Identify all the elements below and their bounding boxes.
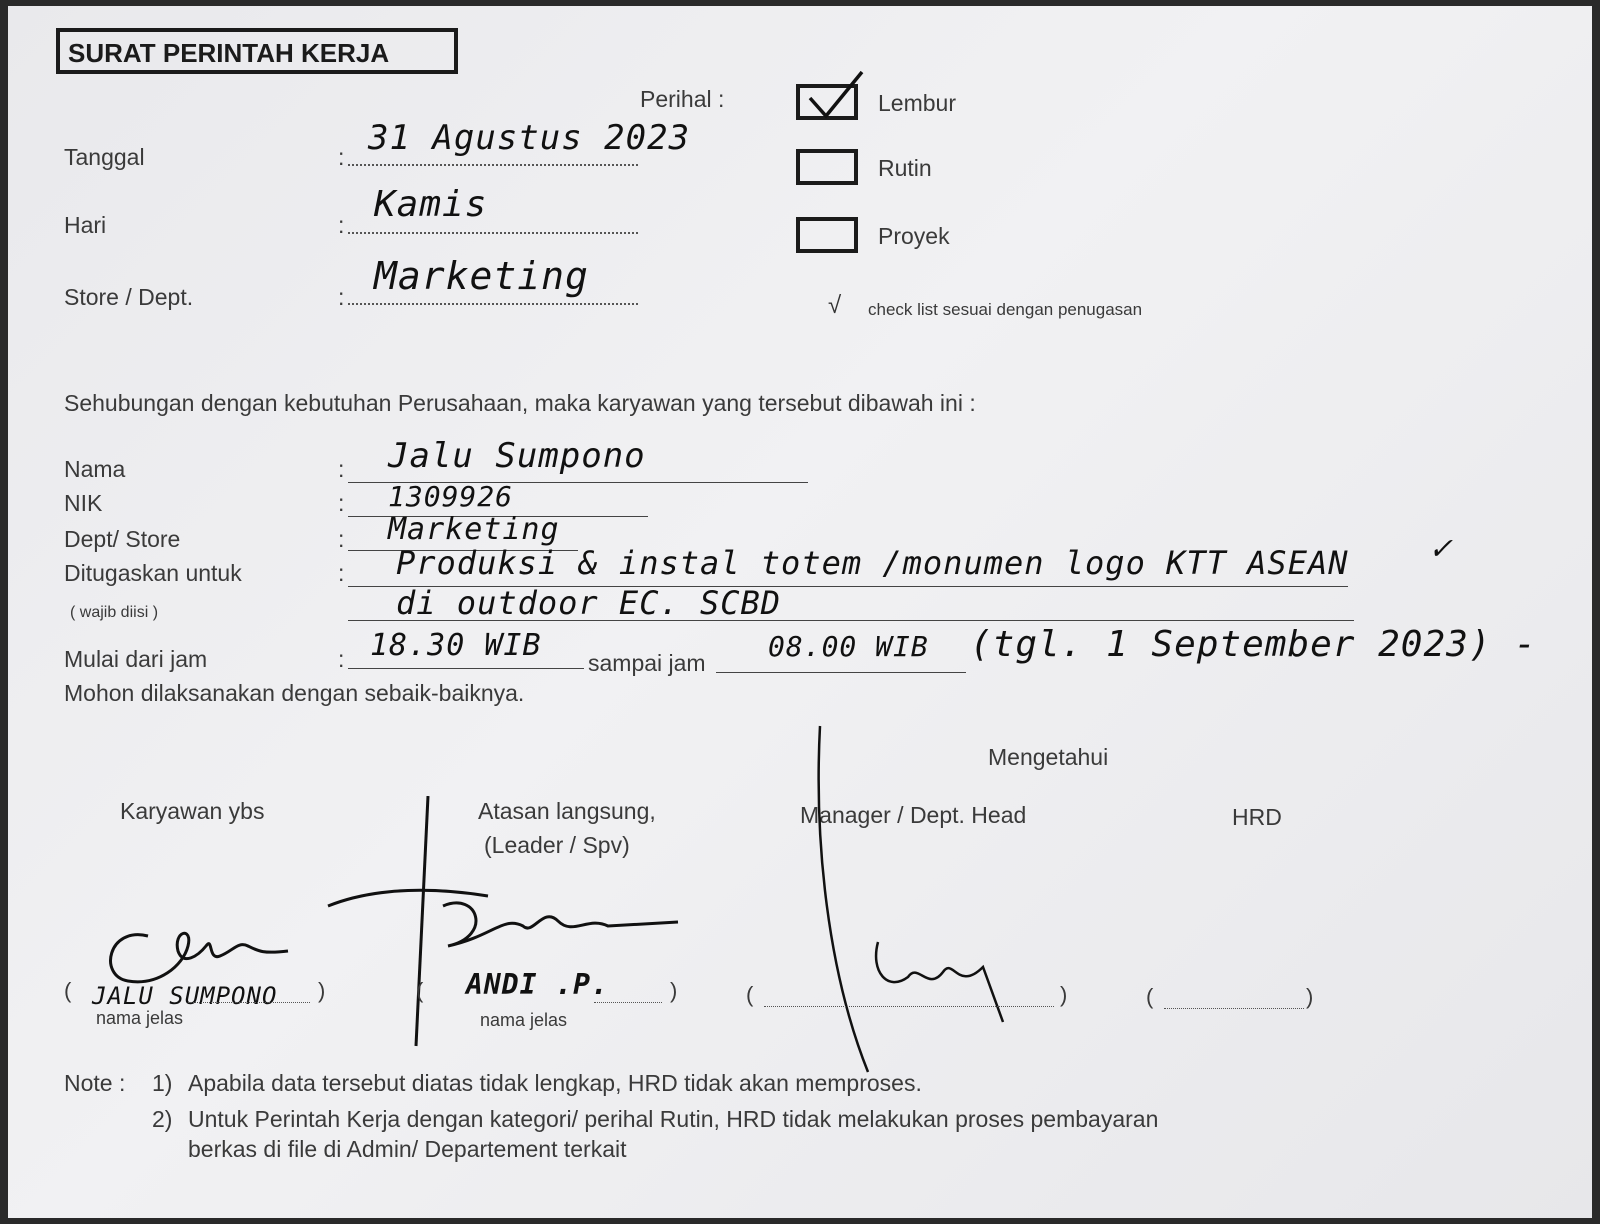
time-note: (tgl. 1 September 2023) -	[970, 624, 1537, 665]
atasan-printed-name: ANDI .P.	[466, 968, 609, 1001]
store-line	[348, 303, 638, 305]
sampai-label: sampai jam	[588, 650, 706, 676]
karyawan-open-paren: (	[64, 978, 72, 1003]
checkbox-proyek	[796, 217, 858, 253]
mulai-label: Mulai dari jam	[64, 646, 208, 672]
store-label: Store / Dept.	[64, 284, 194, 310]
check-mark-lembur	[804, 68, 874, 124]
karyawan-label: Karyawan ybs	[120, 798, 265, 824]
karyawan-name-line	[188, 1002, 310, 1003]
atasan-name-line	[594, 1002, 662, 1003]
hrd-close-paren: )	[1306, 984, 1314, 1009]
nama-label: Nama	[64, 456, 126, 482]
manager-name-line	[764, 1006, 1054, 1007]
tugas-label: Ditugaskan untuk	[64, 560, 242, 586]
karyawan-close-paren: )	[318, 978, 326, 1003]
tugas-required-note: ( wajib diisi )	[70, 604, 159, 621]
tugas-value-line2: di outdoor EC. SCBD	[396, 584, 782, 622]
atasan-close-paren: )	[670, 978, 678, 1003]
store-value: Marketing	[374, 254, 589, 298]
hari-label: Hari	[64, 212, 107, 238]
note-2-number: 2)	[152, 1106, 173, 1132]
hari-value: Kamis	[374, 184, 488, 225]
checkbox-rutin	[796, 149, 858, 185]
hrd-open-paren: (	[1146, 984, 1154, 1009]
sampai-value: 08.00 WIB	[768, 630, 929, 663]
hrd-name-line	[1164, 1008, 1304, 1009]
document-page	[8, 6, 1592, 1218]
tanggal-value: 31 Agustus 2023	[368, 118, 691, 158]
atasan-nama-jelas: nama jelas	[480, 1010, 568, 1030]
colon: :	[338, 212, 345, 238]
closing-text: Mohon dilaksanakan dengan sebaik-baiknya.	[64, 680, 525, 706]
intro-text: Sehubungan dengan kebutuhan Perusahaan, maka karyawan yang tersebut dibawah ini :	[64, 390, 976, 416]
colon: :	[338, 560, 345, 586]
hari-line	[348, 232, 638, 234]
note-1-text: Apabila data tersebut diatas tidak lengkap, HRD tidak akan memproses.	[188, 1070, 922, 1096]
option-lembur-label: Lembur	[878, 90, 956, 116]
dept-value: Marketing	[388, 512, 560, 547]
dept-label: Dept/ Store	[64, 526, 181, 552]
tanggal-line	[348, 164, 638, 166]
mulai-value: 18.30 WIB	[370, 628, 542, 663]
document-title: SURAT PERINTAH KERJA	[56, 28, 458, 74]
tugas-check-mark: ✓	[1430, 528, 1452, 568]
atasan-sub-label: (Leader / Spv)	[484, 832, 630, 858]
colon: :	[338, 284, 345, 310]
colon: :	[338, 526, 345, 552]
note-label: Note :	[64, 1070, 126, 1096]
checklist-note: check list sesuai dengan penugasan	[868, 300, 1143, 319]
hrd-label: HRD	[1232, 804, 1282, 830]
option-proyek-label: Proyek	[878, 223, 950, 249]
atasan-label: Atasan langsung,	[478, 798, 656, 824]
option-rutin-label: Rutin	[878, 155, 932, 181]
manager-label: Manager / Dept. Head	[800, 802, 1027, 828]
note-2-text: Untuk Perintah Kerja dengan kategori/ perihal Rutin, HRD tidak melakukan proses pembayaran	[188, 1106, 1159, 1132]
note-2-text-cont: berkas di file di Admin/ Departement terkait	[188, 1136, 627, 1162]
nama-value: Jalu Sumpono	[388, 436, 646, 476]
colon: :	[338, 490, 345, 516]
tanggal-label: Tanggal	[64, 144, 145, 170]
checklist-symbol: √	[828, 292, 842, 319]
perihal-label: Perihal :	[640, 86, 725, 112]
colon: :	[338, 456, 345, 482]
sampai-line	[716, 672, 966, 673]
manager-signature	[808, 722, 1028, 1082]
karyawan-printed-name: JALU SUMPONO	[92, 982, 278, 1010]
note-1-number: 1)	[152, 1070, 173, 1096]
karyawan-nama-jelas: nama jelas	[96, 1008, 184, 1028]
mulai-line	[348, 668, 584, 669]
tugas-value-line1: Produksi & instal totem /monumen logo KTT ASEAN	[396, 544, 1349, 582]
nik-value: 1309926	[388, 480, 514, 513]
colon: :	[338, 646, 345, 672]
mengetahui-label: Mengetahui	[988, 744, 1109, 770]
nik-label: NIK	[64, 490, 103, 516]
manager-close-paren: )	[1060, 982, 1068, 1007]
manager-open-paren: (	[746, 982, 754, 1007]
atasan-open-paren: (	[416, 978, 424, 1003]
colon: :	[338, 144, 345, 170]
